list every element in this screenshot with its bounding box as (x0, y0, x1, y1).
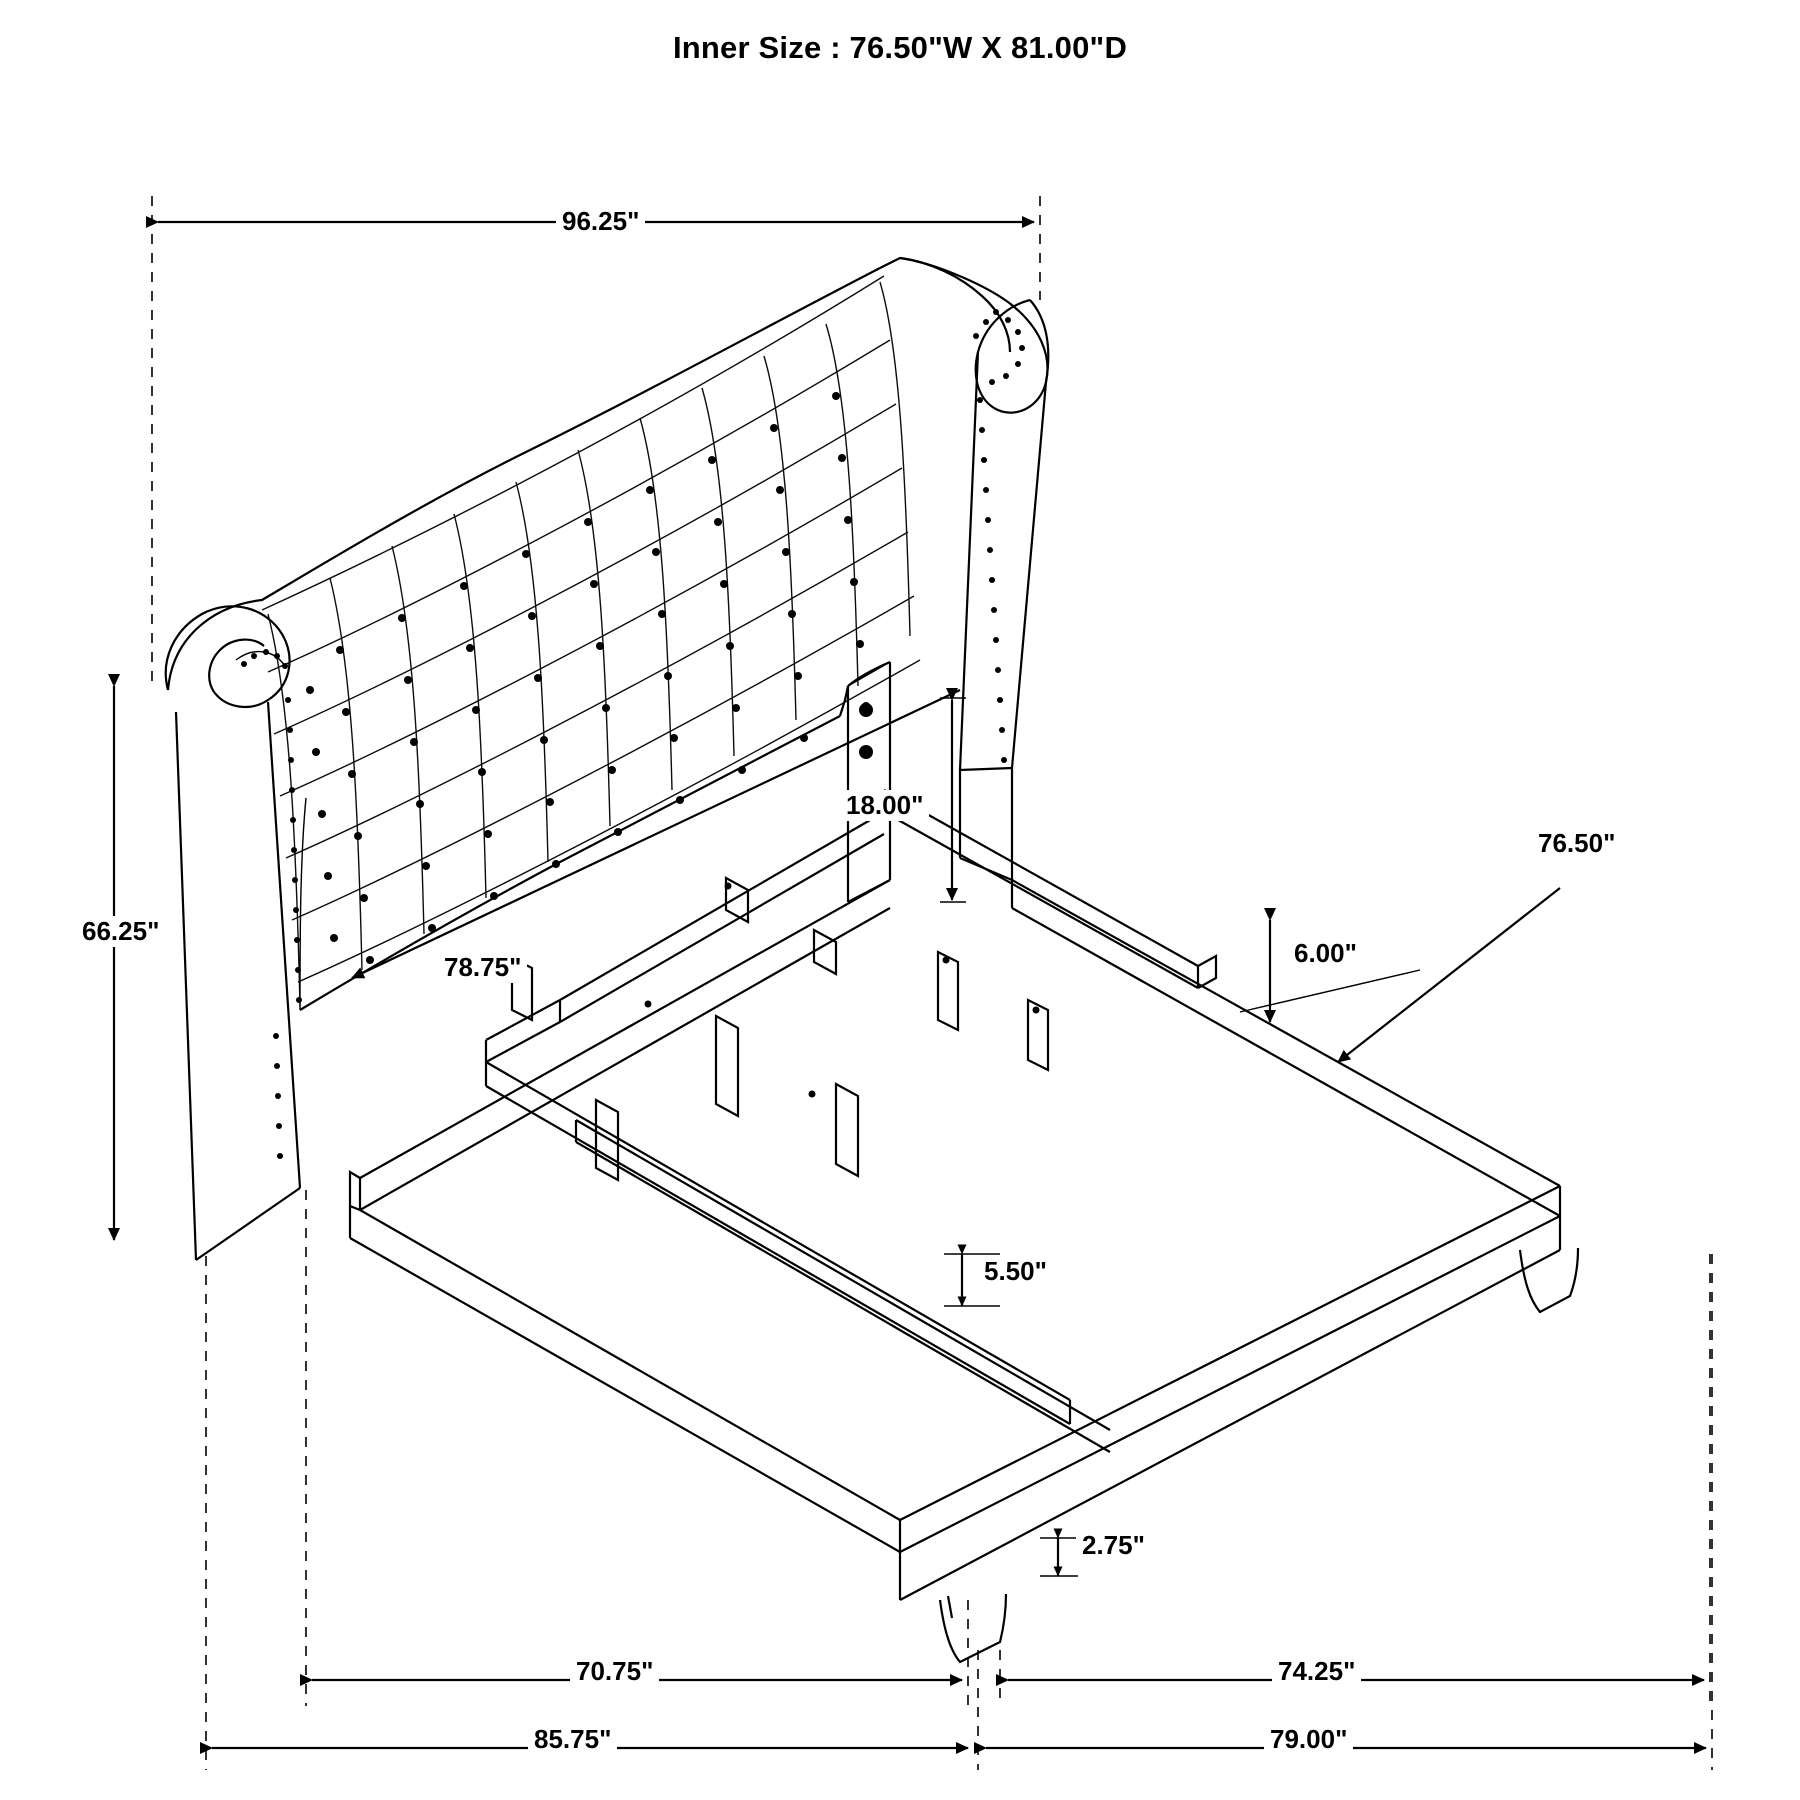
dimension-label-bottom-left-span: 85.75" (528, 1724, 617, 1755)
dimension-label-slat-clearance: 6.00" (1288, 938, 1363, 969)
dimension-label-cross-slat-width: 76.50" (1532, 828, 1621, 859)
dimension-label-slat-support-height: 5.50" (978, 1256, 1053, 1287)
dimension-label-front-right-span: 74.25" (1272, 1656, 1361, 1687)
dimension-label-overall-height: 66.25" (76, 916, 165, 947)
dimension-label-headboard-to-rail: 18.00" (840, 790, 929, 821)
dimension-label-foot-rail-height: 2.75" (1076, 1530, 1151, 1561)
dimension-label-bottom-right-span: 79.00" (1264, 1724, 1353, 1755)
page-title: Inner Size : 76.50"W X 81.00"D (672, 30, 1128, 65)
dimension-label-front-left-span: 70.75" (570, 1656, 659, 1687)
dimension-label-overall-width: 96.25" (556, 206, 645, 237)
dimension-label-headboard-width: 78.75" (438, 952, 527, 983)
